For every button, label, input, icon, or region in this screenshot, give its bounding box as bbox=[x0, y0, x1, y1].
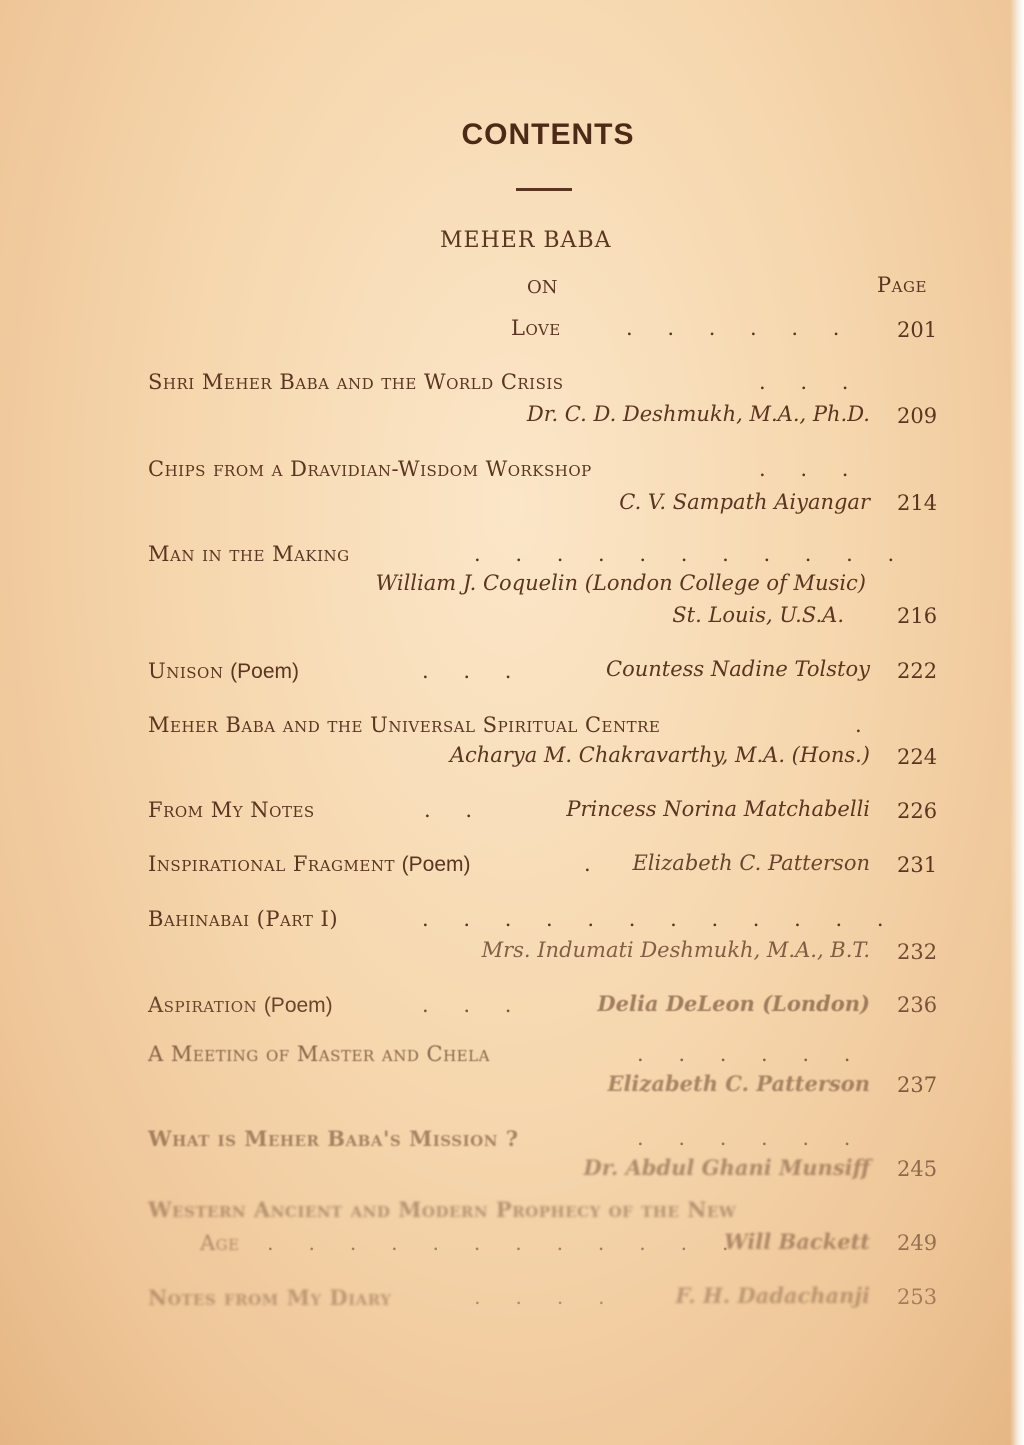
entry-leader-dots: . . . bbox=[759, 370, 863, 394]
entry-title: Bahinabai (Part I) bbox=[148, 907, 339, 931]
entry-page-number: 231 bbox=[897, 853, 938, 877]
entry-page-number: 214 bbox=[897, 491, 938, 515]
entry-author: Elizabeth C. Patterson bbox=[632, 851, 870, 875]
entry-title: Shri Meher Baba and the World Crisis bbox=[148, 370, 564, 394]
entry-leader-dots: . . . bbox=[759, 457, 863, 481]
entry-note: (Poem) bbox=[263, 994, 333, 1017]
entry-page-number: 216 bbox=[897, 604, 938, 628]
entry-author: Will Backett bbox=[724, 1229, 870, 1254]
entry-title: Unison bbox=[148, 659, 224, 683]
entry-leader-dots: . . . bbox=[422, 659, 526, 683]
entry-page-number: 224 bbox=[897, 745, 938, 769]
entry-leader-dots: . . bbox=[424, 798, 487, 822]
entry-page-number: 249 bbox=[897, 1231, 938, 1255]
entry-author: C. V. Sampath Aiyangar bbox=[619, 490, 870, 514]
entry-title-line-2: Age bbox=[200, 1231, 240, 1255]
entry-leader-dots: . . . . . . . . . . . . bbox=[267, 1231, 743, 1255]
entry-note: (Poem) bbox=[230, 660, 299, 683]
entry-title-line bbox=[148, 852, 471, 877]
entry-author: Mrs. Indumati Deshmukh, M.A., B.T. bbox=[481, 938, 870, 962]
feature-line-2: ON bbox=[527, 277, 558, 298]
feature-line-1: MEHER BABA bbox=[440, 228, 612, 253]
entry-page-number: 253 bbox=[897, 1285, 938, 1309]
entry-page-number: 209 bbox=[897, 404, 938, 428]
entry-author: F. H. Dadachanji bbox=[675, 1283, 870, 1308]
entry-title: Meher Baba and the Universal Spiritual Centre bbox=[148, 713, 661, 737]
entry-leader-dots: . bbox=[855, 713, 876, 737]
entry-leader-dots: . . . . . . bbox=[637, 1042, 865, 1066]
entry-page-number: 245 bbox=[897, 1157, 938, 1181]
entry-page-number: 232 bbox=[897, 940, 938, 964]
entry-page-number: 237 bbox=[897, 1073, 938, 1097]
entry-author-line-2: St. Louis, U.S.A. bbox=[672, 603, 844, 627]
entry-title: Western Ancient and Modern Prophecy of the New bbox=[148, 1197, 737, 1222]
entry-title: From My Notes bbox=[148, 798, 315, 822]
entry-title: Aspiration bbox=[148, 993, 258, 1017]
title-rule bbox=[516, 188, 572, 191]
entry-title-line bbox=[148, 993, 333, 1018]
page-column-label: Page bbox=[877, 273, 927, 297]
entry-author: William J. Coquelin (London College of Music) bbox=[375, 571, 866, 595]
entry-leader-dots: . . . . bbox=[474, 1285, 619, 1309]
entry-author: Elizabeth C. Patterson bbox=[607, 1071, 870, 1096]
entry-author: Dr. Abdul Ghani Munsiff bbox=[583, 1155, 870, 1180]
entry-leader-dots: . . . . . . . . . . . bbox=[474, 542, 909, 566]
feature-title: Love bbox=[511, 316, 561, 340]
entry-author: Delia DeLeon (London) bbox=[597, 991, 870, 1016]
entry-author: Princess Norina Matchabelli bbox=[566, 797, 870, 821]
entry-author: Countess Nadine Tolstoy bbox=[606, 657, 870, 681]
entry-page-number: 226 bbox=[897, 799, 938, 823]
entry-title: Inspirational Fragment bbox=[148, 852, 395, 876]
page-title: CONTENTS bbox=[461, 118, 635, 151]
entry-page-number: 236 bbox=[897, 993, 938, 1017]
entry-title: What is Meher Baba's Mission ? bbox=[148, 1126, 519, 1151]
entry-leader-dots: . bbox=[584, 852, 591, 876]
entry-leader-dots: . . . bbox=[422, 993, 526, 1017]
entry-title: Man in the Making bbox=[148, 542, 350, 566]
entry-author: Acharya M. Chakravarthy, M.A. (Hons.) bbox=[449, 743, 870, 767]
entry-title: A Meeting of Master and Chela bbox=[148, 1042, 490, 1066]
entry-leader-dots: . . . . . . . . . . . . bbox=[422, 907, 898, 931]
feature-line-3 bbox=[511, 316, 854, 340]
entry-title: Notes from My Diary bbox=[148, 1285, 392, 1310]
entry-page-number: 222 bbox=[897, 659, 938, 683]
entry-note: (Poem) bbox=[401, 853, 471, 876]
feature-page-number: 201 bbox=[897, 318, 938, 342]
entry-title: Chips from a Dravidian-Wisdom Workshop bbox=[148, 457, 592, 481]
entry-leader-dots: . . . . . . bbox=[637, 1126, 865, 1150]
feature-leader-dots: . . . . . . bbox=[626, 316, 854, 340]
entry-title-line bbox=[148, 659, 299, 684]
entry-author: Dr. C. D. Deshmukh, M.A., Ph.D. bbox=[526, 402, 870, 426]
